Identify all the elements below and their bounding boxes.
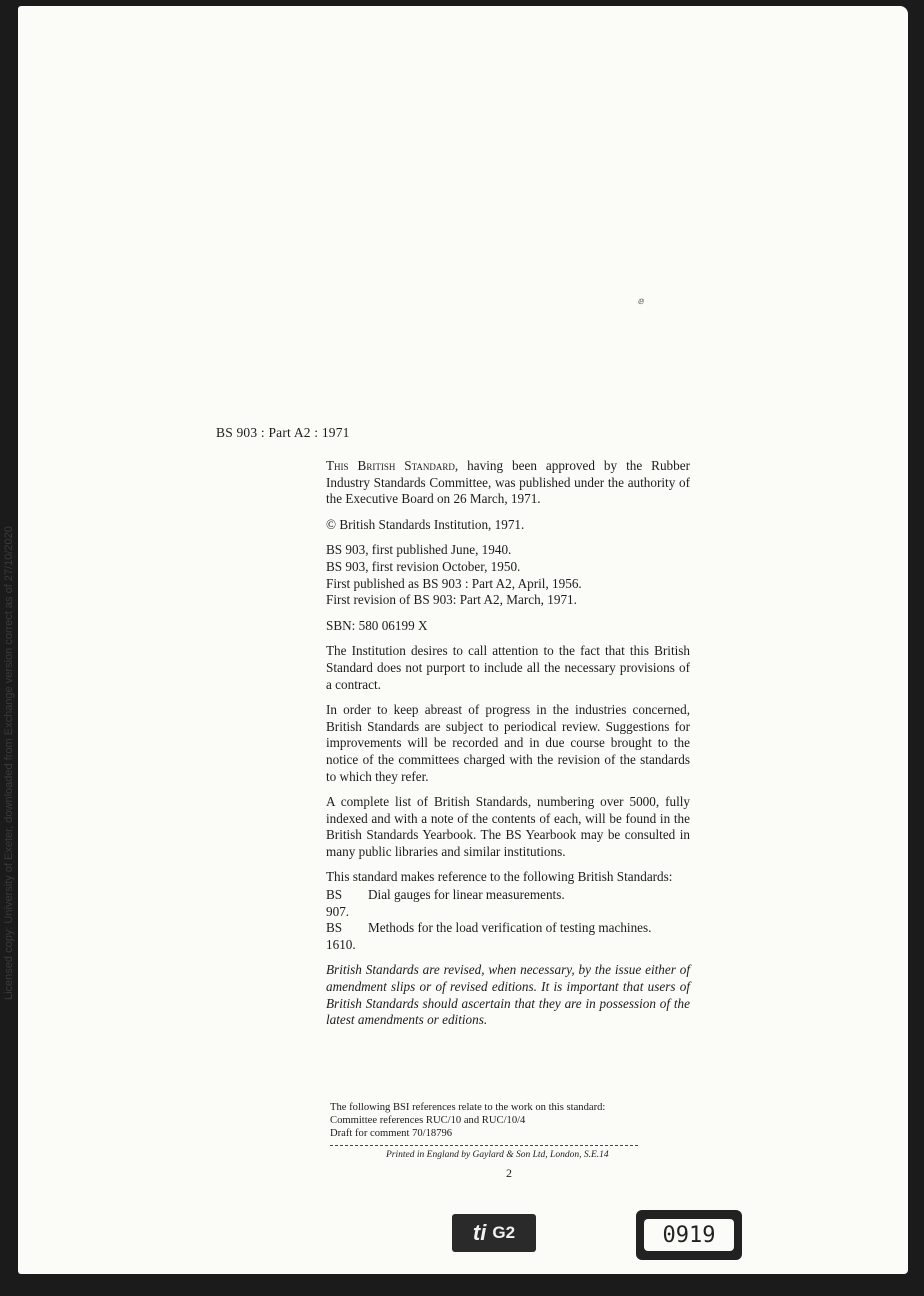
approval-rest: having been approved by the Rubber Industry Standards Committee, was published under the authority of the Executive Board on 26 March, 1971. — [326, 458, 690, 507]
standard-reference: BS 903 : Part A2 : 1971 — [216, 425, 350, 440]
side-watermark: Licensed copy: University of Exeter, downloaded from Exchange version correct as of 27/10/2020 — [3, 526, 15, 1000]
history-line: First revision of BS 903: Part A2, March, 1971. — [326, 592, 577, 608]
reference-code: BS 907. — [326, 887, 350, 919]
reference-list — [326, 887, 690, 953]
revision-note: British Standards are revised, when necessary, by the issue either of amendment slips or of revised editions. It is important that users of British Standards should ascertain that they are in possession of the latest amendments or editions. — [326, 962, 690, 1028]
review-paragraph: In order to keep abreast of progress in the industries concerned, British Standards are subject to periodical review. Suggestions for improvements will be recorded and in due course brought to the notice of the committees charged with the revision of the standards to which they refer. — [326, 702, 690, 784]
reference-item — [326, 887, 690, 920]
sbn-line: SBN: 580 06199 X — [326, 617, 428, 633]
approval-lead: This British Standard, — [326, 458, 459, 473]
footer-rule — [330, 1145, 638, 1146]
publication-history — [326, 542, 690, 608]
reference-description: Methods for the load verification of testing machines. — [368, 920, 652, 936]
history-line: BS 903, first revision October, 1950. — [326, 558, 521, 574]
logo-label: G2 — [492, 1223, 516, 1242]
reference-item — [326, 920, 690, 953]
ti-logo-badge — [452, 1214, 536, 1252]
ti-logo-icon: ti — [472, 1220, 487, 1245]
bsi-reference-line: Draft for comment 70/18796 — [330, 1128, 453, 1139]
history-line: BS 903, first published June, 1940. — [326, 542, 512, 558]
stray-mark: ⅇ — [638, 296, 645, 307]
document-page — [18, 6, 908, 1274]
reference-code: BS 1610. — [326, 920, 356, 952]
history-line: First published as BS 903 : Part A2, April, 1956. — [326, 575, 582, 591]
yearbook-paragraph: A complete list of British Standards, numbering over 5000, fully indexed and with a note of the contents of each, will be found in the British Standards Yearbook. The BS Yearbook may be consulted in many public libraries and similar institutions. — [326, 794, 690, 859]
printer-imprint: Printed in England by Gaylard & Son Ltd, London, S.E.14 — [386, 1150, 609, 1160]
approval-paragraph — [326, 458, 690, 508]
bsi-references — [330, 1101, 675, 1140]
stamp-number: 0919 — [644, 1219, 734, 1251]
copyright-line: © British Standards Institution, 1971. — [326, 516, 525, 532]
reference-intro: This standard makes reference to the following British Standards: — [326, 869, 673, 885]
bsi-reference-line: Committee references RUC/10 and RUC/10/4 — [330, 1115, 526, 1126]
main-column — [326, 458, 690, 1038]
bsi-reference-line: The following BSI references relate to the work on this standard: — [330, 1102, 606, 1113]
number-stamp — [636, 1210, 742, 1260]
contract-paragraph: The Institution desires to call attention to the fact that this British Standard does not purport to include all the necessary provisions of a contract. — [326, 643, 690, 692]
reference-description: Dial gauges for linear measurements. — [368, 887, 565, 903]
page-number: 2 — [506, 1166, 512, 1180]
